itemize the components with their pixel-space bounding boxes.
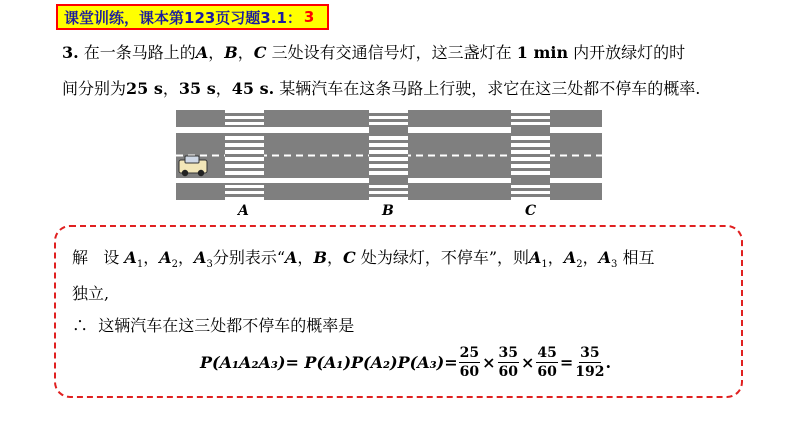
road-label-c: C bbox=[525, 203, 537, 219]
exercise-title-text: 课堂训练，课本第123页习题3.1： bbox=[64, 8, 302, 27]
probability-formula: P(A₁A₂A₃)= P(A₁)P(A₂)P(A₃)= $\frac{25}{60}$ × $\frac{35}{60}$ × $\frac{45}{60}$ = $\frac{35}{192}$ . bbox=[200, 344, 612, 380]
fraction-3: $\frac{45}{60}$ bbox=[537, 344, 557, 380]
road-illustration bbox=[176, 110, 602, 200]
road-label-a: A bbox=[238, 203, 249, 219]
solution-line-2: 独立, bbox=[72, 284, 110, 303]
formula-lhs: P(A₁A₂A₃)= P(A₁)P(A₂)P(A₃)= bbox=[200, 352, 458, 372]
crosswalk-a bbox=[225, 110, 264, 200]
fraction-2: $\frac{35}{60}$ bbox=[498, 344, 518, 380]
fraction-result: $\frac{35}{192}$ bbox=[575, 344, 605, 380]
problem-line-2: 间分别为25 s，35 s，45 s. 某辆汽车在这条马路上行驶，求它在这三处都不停车的概率. bbox=[62, 79, 701, 98]
crosswalk-b bbox=[369, 110, 408, 200]
solution-line-3: ∴ 这辆汽车在这三处都不停车的概率是 bbox=[72, 316, 355, 335]
exercise-title-banner bbox=[56, 4, 329, 30]
fraction-1: $\frac{25}{60}$ bbox=[459, 344, 480, 380]
crosswalk-c bbox=[511, 110, 550, 200]
road-label-b: B bbox=[382, 203, 394, 219]
exercise-number: 3 bbox=[303, 8, 315, 26]
problem-line-1: 3. 在一条马路上的A，B，C 三处设有交通信号灯，这三盏灯在 1 min 内开放绿灯的时 bbox=[62, 43, 686, 62]
solution-line-1: 解 设 $A_1$，$A_2$，$A_3$分别表示“A，B，C 处为绿灯，不停车”，则$A_1$，$A_2$，$A_3$ 相互 bbox=[72, 248, 655, 271]
